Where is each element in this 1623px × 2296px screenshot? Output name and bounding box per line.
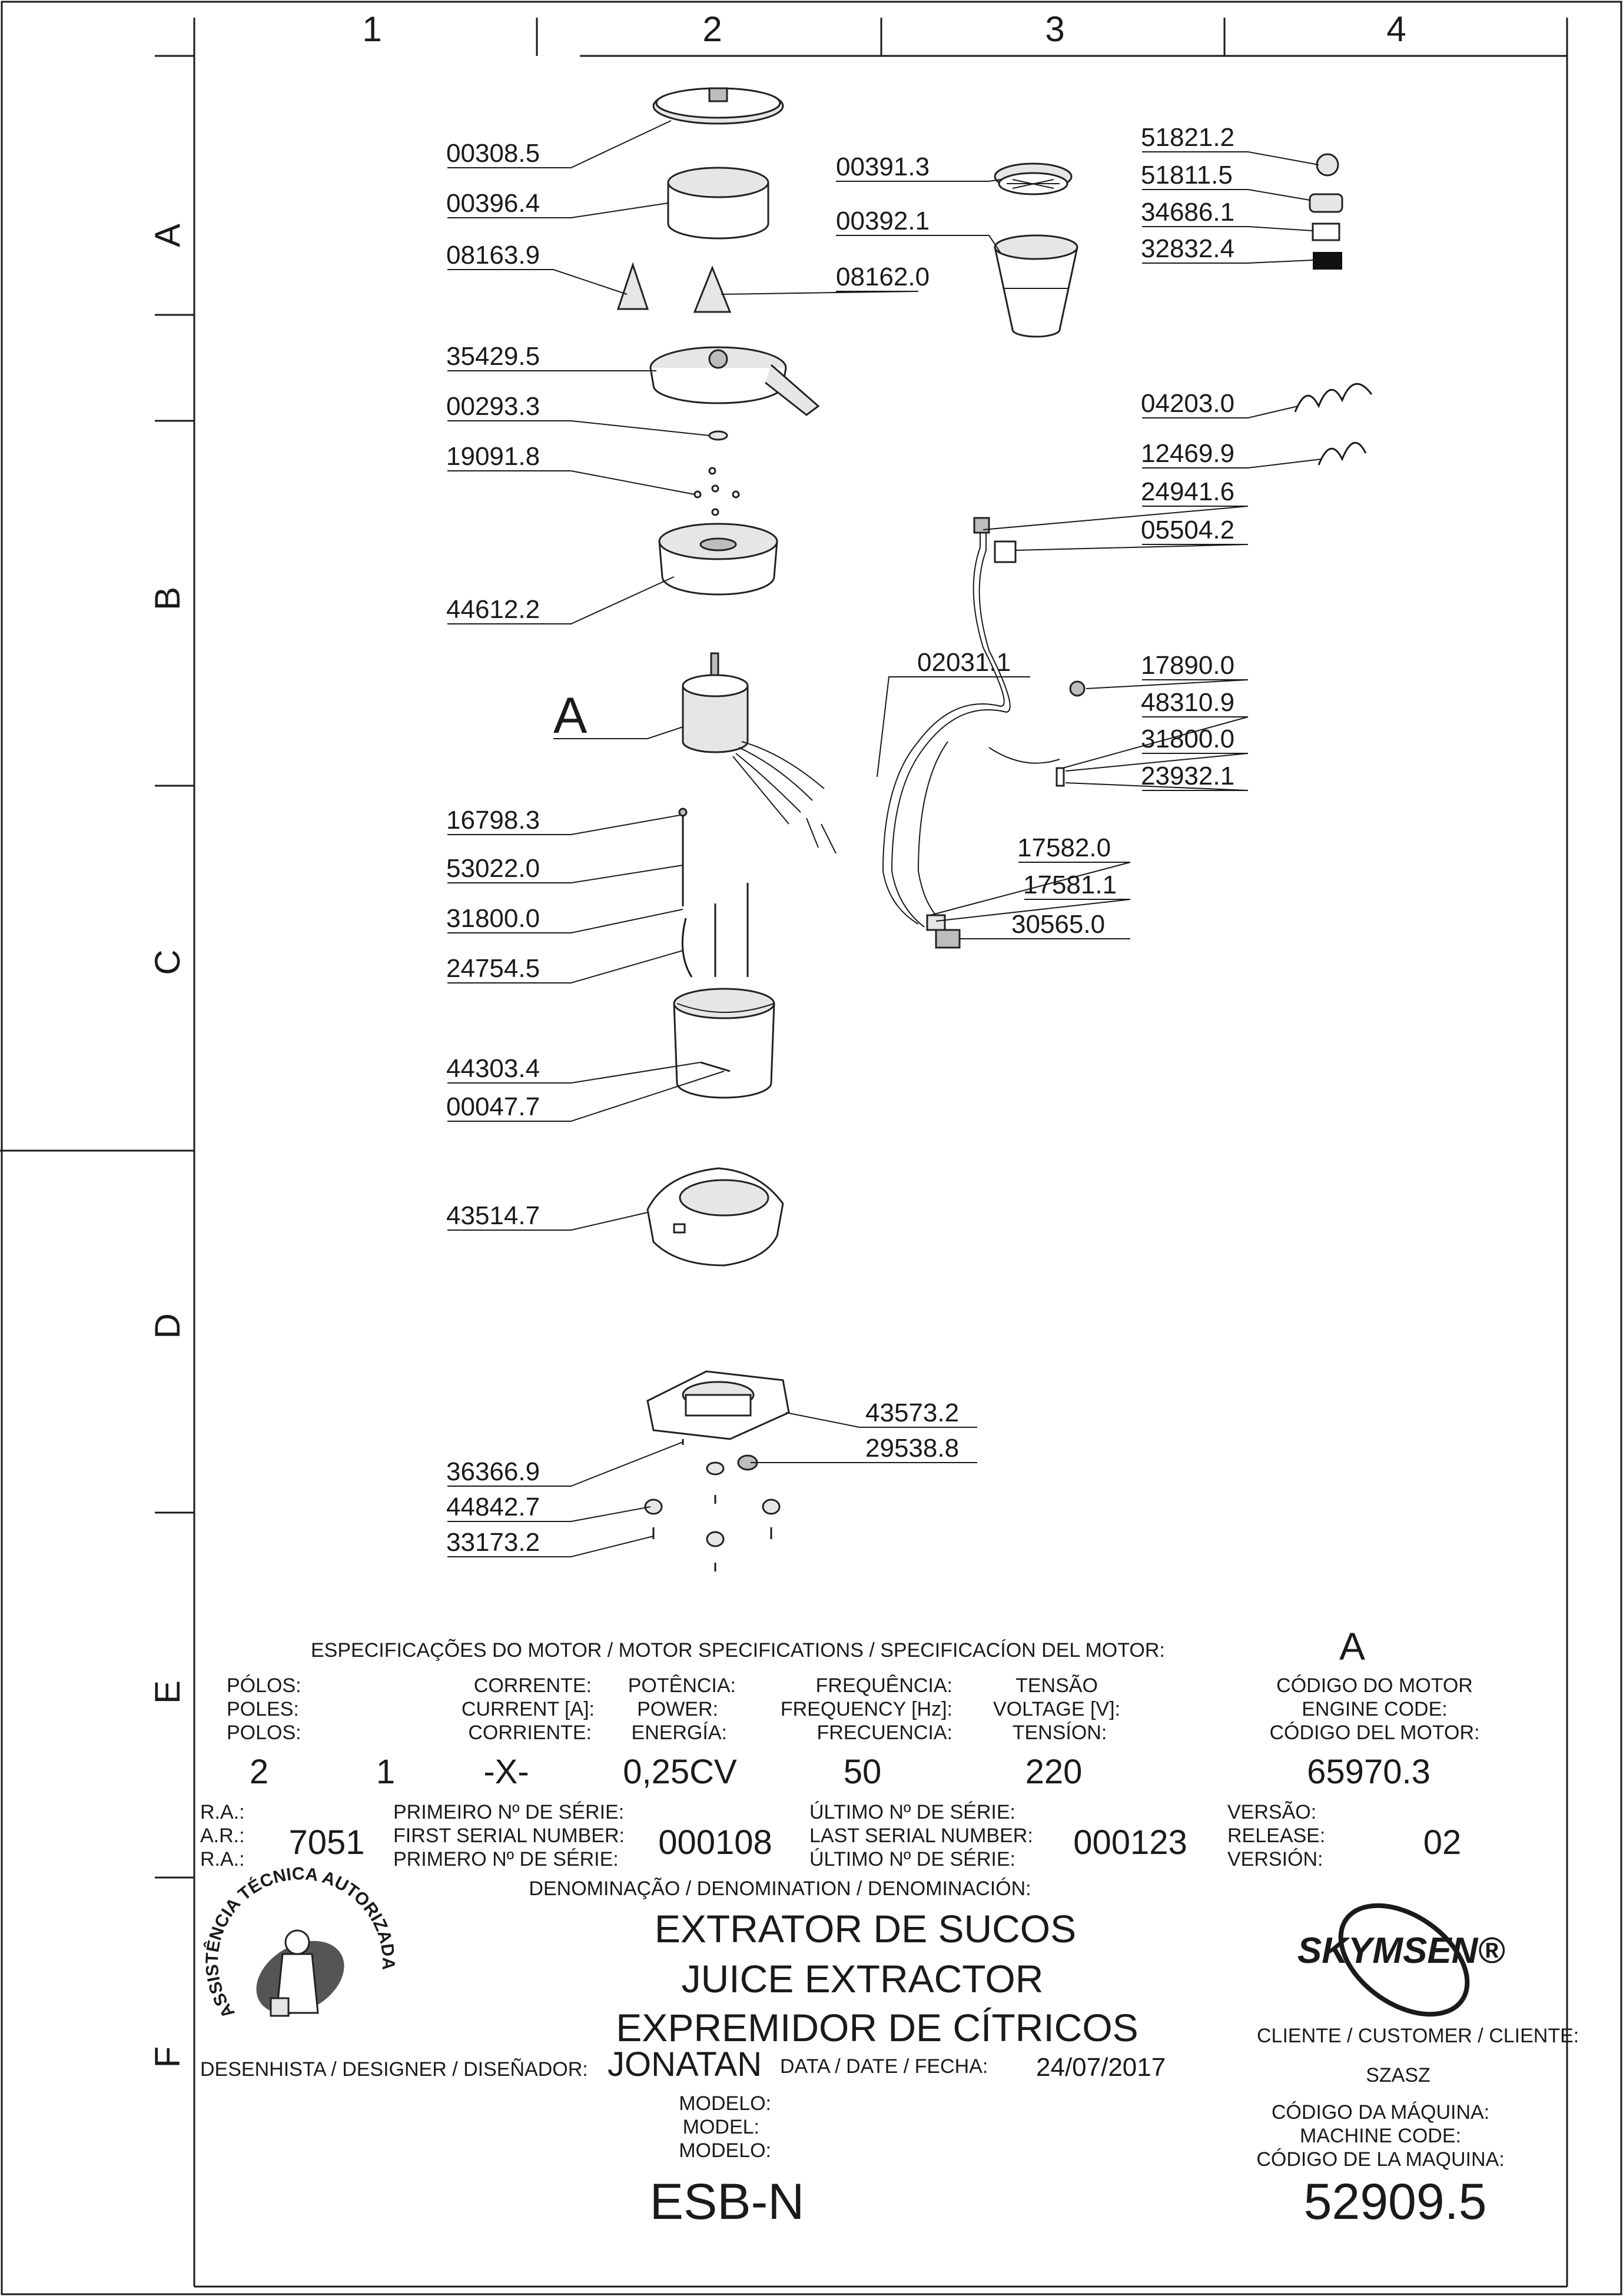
part-label-44303-4: 44303.4 — [446, 1054, 540, 1083]
spec-code-en: ENGINE CODE: — [1302, 1698, 1448, 1720]
date-value: 24/07/2017 — [1036, 2053, 1166, 2082]
part-label-04203-0: 04203.0 — [1141, 389, 1235, 418]
part-label-33173-2: 33173.2 — [446, 1528, 540, 1557]
part-label-30565-0: 30565.0 — [1011, 910, 1106, 939]
base-drawing — [648, 1168, 783, 1265]
spec-current-es: CORRIENTE: — [468, 1722, 592, 1744]
part-label-00396-4: 00396.4 — [446, 189, 540, 218]
part-label-00392-1: 00392.1 — [836, 207, 930, 235]
part-label-05504-2: 05504.2 — [1141, 516, 1235, 544]
serial-first-es: PRIMERO Nº DE SÉRIE: — [393, 1848, 619, 1870]
denomination-es: EXPREMIDOR DE CÍTRICOS — [616, 2006, 1139, 2049]
part-label-35429-5: 35429.5 — [446, 342, 540, 371]
grid-row-C: C — [148, 949, 187, 975]
model-pt: MODELO: — [679, 2092, 771, 2115]
body-shell-drawing — [674, 989, 774, 1098]
part-label-44842-7: 44842.7 — [446, 1493, 540, 1521]
serial-version-value: 02 — [1423, 1823, 1462, 1862]
machine-code-value: 52909.5 — [1303, 2174, 1487, 2230]
power-cord-drawing — [883, 518, 1084, 927]
spec-current-value: 1 — [376, 1753, 396, 1791]
sticker-drawing — [1313, 224, 1339, 240]
spec-freq-value: 50 — [843, 1753, 882, 1791]
spec-poles-value: 2 — [249, 1753, 269, 1791]
serial-ra-1: R.A.: — [200, 1801, 245, 1823]
part-label-00308-5: 00308.5 — [446, 139, 540, 168]
spec-volt-pt: TENSÃO — [1015, 1674, 1098, 1697]
lid-drawing — [653, 88, 783, 124]
spec-code-pt: CÓDIGO DO MOTOR — [1276, 1674, 1473, 1697]
rods-drawing — [679, 809, 748, 977]
title-block — [200, 1624, 1579, 2230]
part-label-17890-0: 17890.0 — [1141, 651, 1235, 680]
model-es: MODELO: — [679, 2139, 771, 2162]
serial-first-value: 000108 — [658, 1823, 772, 1862]
cone-small-drawing — [618, 265, 648, 309]
spec-current-extra: -X- — [483, 1753, 529, 1791]
part-labels — [446, 123, 1234, 1557]
grid-col-3: 3 — [1045, 9, 1065, 49]
part-label-00047-7: 00047.7 — [446, 1092, 540, 1121]
machine-code-pt: CÓDIGO DA MÁQUINA: — [1271, 2101, 1490, 2124]
exploded-view — [618, 88, 1372, 1571]
serial-first-en: FIRST SERIAL NUMBER: — [393, 1825, 625, 1847]
black-tag-drawing — [1313, 252, 1342, 270]
part-label-43514-7: 43514.7 — [446, 1201, 540, 1230]
spec-volt-en: VOLTAGE [V]: — [993, 1698, 1121, 1720]
spout-tray-drawing — [650, 347, 818, 415]
serial-first-pt: PRIMEIRO Nº DE SÉRIE: — [393, 1801, 625, 1823]
screws-drawing — [695, 468, 739, 515]
model-value: ESB-N — [649, 2174, 805, 2230]
spec-engine-code: 65970.3 — [1307, 1753, 1431, 1791]
label-plate-drawing — [1310, 194, 1342, 212]
juice-cup-drawing — [995, 235, 1077, 337]
serial-last-pt: ÚLTIMO Nº DE SÉRIE: — [809, 1801, 1015, 1823]
serial-ra-2: R.A.: — [200, 1848, 245, 1870]
spec-power-value: 0,25CV — [623, 1753, 737, 1791]
serial-ar: A.R.: — [200, 1825, 245, 1847]
part-label-00293-3: 00293.3 — [446, 392, 540, 421]
part-label-53022-0: 53022.0 — [446, 854, 540, 883]
part-label-31800-0: 31800.0 — [1141, 725, 1235, 753]
part-label-08163-9: 08163.9 — [446, 241, 540, 270]
denomination-label: DENOMINAÇÃO / DENOMINATION / DENOMINACIÓN: — [529, 1878, 1031, 1900]
spec-power-pt: POTÊNCIA: — [628, 1674, 736, 1697]
spec-volt-es: TENSÍON: — [1012, 1722, 1107, 1744]
badge-drawing — [1317, 154, 1338, 175]
part-label-29538-8: 29538.8 — [865, 1434, 960, 1463]
model-en: MODEL: — [682, 2116, 759, 2138]
cone-large-drawing — [695, 268, 730, 312]
springs-large-drawing — [1295, 384, 1372, 412]
grid-col-2: 2 — [702, 9, 722, 49]
date-label: DATA / DATE / FECHA: — [780, 2055, 988, 2078]
grid-row-F: F — [148, 2046, 187, 2068]
grid-row-B: B — [148, 586, 187, 611]
spec-poles-en: POLES: — [227, 1698, 299, 1720]
part-label-51821-2: 51821.2 — [1141, 123, 1235, 152]
grid-col-4: 4 — [1386, 9, 1406, 49]
serial-ver-pt: VERSÃO: — [1227, 1801, 1317, 1823]
designer-label: DESENHISTA / DESIGNER / DISEÑADOR: — [200, 2058, 588, 2081]
spec-power-en: POWER: — [637, 1698, 718, 1720]
seal-text: ASSISTÊNCIA TÉCNICA AUTORIZADA — [202, 1864, 399, 2022]
grid-col-1: 1 — [362, 9, 382, 49]
client-label: CLIENTE / CUSTOMER / CLIENTE: — [1257, 2025, 1579, 2047]
cup-ring-drawing — [668, 168, 768, 238]
part-label-02031-1: 02031.1 — [917, 648, 1011, 677]
part-label-32832-4: 32832.4 — [1141, 234, 1235, 263]
spec-freq-en: FREQUENCY [Hz]: — [780, 1698, 952, 1720]
part-label-24941-6: 24941.6 — [1141, 477, 1235, 506]
part-label-17581-1: 17581.1 — [1023, 870, 1117, 899]
spec-freq-es: FRECUENCIA: — [817, 1722, 952, 1744]
part-label-44612-2: 44612.2 — [446, 595, 540, 624]
spec-current-en: CURRENT [A]: — [461, 1698, 595, 1720]
serial-ra-value: 7051 — [288, 1823, 365, 1862]
part-label-48310-9: 48310.9 — [1141, 688, 1235, 717]
part-label-34686-1: 34686.1 — [1141, 198, 1235, 227]
spec-power-es: ENERGÍA: — [631, 1722, 727, 1744]
part-label-23932-1: 23932.1 — [1141, 762, 1235, 790]
skymsen-logo — [1297, 1883, 1505, 2037]
part-label-17582-0: 17582.0 — [1017, 833, 1111, 862]
part-label-16798-3: 16798.3 — [446, 806, 540, 835]
serial-ver-es: VERSIÓN: — [1227, 1848, 1323, 1870]
part-label-24754-5: 24754.5 — [446, 954, 540, 983]
part-label-19091-8: 19091.8 — [446, 442, 540, 471]
grid-row-A: A — [148, 223, 187, 248]
assistance-seal-icon — [203, 1864, 398, 2029]
machine-code-es: CÓDIGO DE LA MAQUINA: — [1256, 2148, 1505, 2171]
part-label-31800-0-left: 31800.0 — [446, 904, 540, 933]
sieve-drawing — [995, 164, 1071, 194]
part-label-43573-2: 43573.2 — [865, 1398, 960, 1427]
machine-code-en: MACHINE CODE: — [1300, 2125, 1461, 2147]
spec-motor-ref: A — [1339, 1624, 1366, 1668]
spec-volt-value: 220 — [1025, 1753, 1083, 1791]
designer-value: JONATAN — [608, 2045, 762, 2084]
serial-last-es: ÚLTIMO Nº DE SÉRIE: — [809, 1848, 1015, 1870]
brand-text: SKYMSEN® — [1297, 1930, 1505, 1971]
denomination-en: JUICE EXTRACTOR — [681, 1957, 1044, 2001]
denomination-pt: EXTRATOR DE SUCOS — [654, 1907, 1077, 1951]
grid-row-D: D — [148, 1313, 187, 1339]
serial-ver-en: RELEASE: — [1227, 1825, 1326, 1847]
spec-poles-es: POLOS: — [227, 1722, 301, 1744]
base-plate-drawing — [648, 1371, 789, 1439]
motor-callout-label: A — [553, 687, 588, 744]
motor-drawing — [683, 653, 836, 853]
serial-last-value: 000123 — [1073, 1823, 1187, 1862]
washer-drawing — [709, 431, 727, 440]
part-label-08162-0: 08162.0 — [836, 263, 930, 291]
spec-current-pt: CORRENTE: — [473, 1674, 592, 1697]
springs-small-drawing — [1319, 443, 1366, 465]
part-label-51811-5: 51811.5 — [1141, 161, 1233, 190]
part-label-00391-3: 00391.3 — [836, 152, 930, 181]
motor-housing-top-drawing — [659, 524, 777, 594]
feet-drawing — [645, 1439, 779, 1571]
spec-title: ESPECIFICAÇÕES DO MOTOR / MOTOR SPECIFICATIONS / SPECIFICACÍON DEL MOTOR: — [311, 1639, 1165, 1662]
spec-code-es: CÓDIGO DEL MOTOR: — [1269, 1722, 1480, 1744]
grid-row-E: E — [148, 1680, 187, 1704]
client-value: SZASZ — [1366, 2064, 1431, 2086]
spec-freq-pt: FREQUÊNCIA: — [815, 1674, 952, 1697]
spec-poles-pt: PÓLOS: — [227, 1674, 301, 1697]
serial-last-en: LAST SERIAL NUMBER: — [809, 1825, 1033, 1847]
part-label-12469-9: 12469.9 — [1141, 439, 1235, 468]
part-label-36366-9: 36366.9 — [446, 1457, 540, 1486]
